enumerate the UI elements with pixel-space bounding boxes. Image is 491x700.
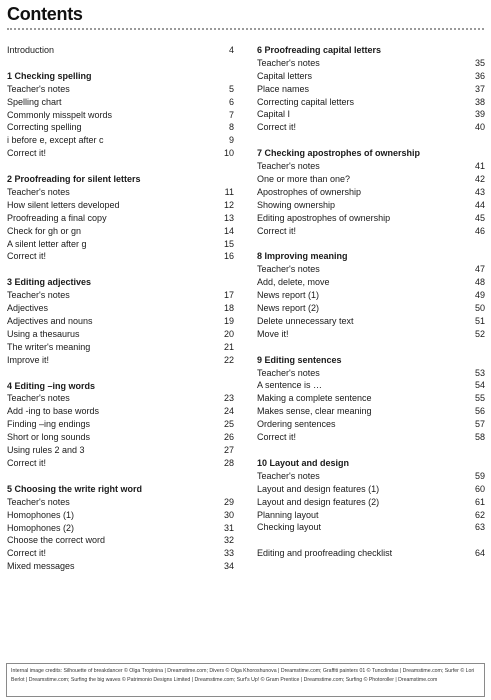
toc-entry-label: Finding –ing endings xyxy=(7,419,91,430)
toc-entry-label: Mixed messages xyxy=(7,561,75,572)
toc-entry[interactable] xyxy=(257,186,485,199)
toc-entry-label: Homophones (2) xyxy=(7,522,75,533)
toc-entry-page: 53 xyxy=(474,367,485,378)
toc-entry-label: Layout and design features (2) xyxy=(257,496,380,507)
toc-entry-label: Correcting spelling xyxy=(7,122,82,133)
toc-entry-label: Teacher's notes xyxy=(257,367,320,378)
toc-entry-page: 10 xyxy=(223,148,234,159)
section-heading-label: 5 Choosing the write right word xyxy=(7,483,142,494)
toc-entry[interactable] xyxy=(257,405,485,418)
toc-entry-page: 15 xyxy=(223,238,234,249)
toc-entry-label: i before e, except after c xyxy=(7,135,104,146)
toc-entry-page: 9 xyxy=(228,135,234,146)
section-heading-label: 3 Editing adjectives xyxy=(7,277,92,288)
toc-entry[interactable] xyxy=(257,367,485,380)
toc-entry[interactable] xyxy=(7,302,234,315)
toc-entry[interactable] xyxy=(7,109,234,122)
toc-entry-label: Delete unnecessary text xyxy=(257,315,354,326)
toc-entry[interactable] xyxy=(257,199,485,212)
toc-entry-label: Teacher's notes xyxy=(7,83,70,94)
section-heading-10[interactable] xyxy=(257,457,485,470)
toc-entry-page: 38 xyxy=(474,96,485,107)
toc-entry[interactable] xyxy=(257,509,485,522)
dotted-divider xyxy=(7,28,484,30)
toc-entry-page: 59 xyxy=(474,470,485,481)
toc-entry-page: 58 xyxy=(474,432,485,443)
toc-entry-label: Correct it! xyxy=(7,148,47,159)
toc-entry-page: 62 xyxy=(474,509,485,520)
toc-entry[interactable] xyxy=(7,199,234,212)
toc-entry-label: News report (2) xyxy=(257,303,320,314)
toc-entry-page: 61 xyxy=(474,496,485,507)
toc-entry-label: Commonly misspelt words xyxy=(7,109,113,120)
section-heading-5[interactable] xyxy=(7,483,234,496)
toc-entry[interactable] xyxy=(257,70,485,83)
section-heading-3[interactable] xyxy=(7,276,234,289)
toc-entry[interactable] xyxy=(257,108,485,121)
section-heading-label: 10 Layout and design xyxy=(257,457,350,468)
toc-entry-label: Using a thesaurus xyxy=(7,328,80,339)
toc-entry[interactable] xyxy=(7,509,234,522)
section-heading-label: 6 Proofreading capital letters xyxy=(257,45,382,55)
section-heading-label: 2 Proofreading for silent letters xyxy=(7,174,141,185)
toc-entry[interactable] xyxy=(257,379,485,392)
toc-entry-label: Using rules 2 and 3 xyxy=(7,445,85,456)
toc-entry[interactable] xyxy=(7,405,234,418)
toc-entry-page: 30 xyxy=(223,509,234,520)
toc-entry-page: 56 xyxy=(474,406,485,417)
toc-entry[interactable] xyxy=(7,289,234,302)
toc-entry-label: Add -ing to base words xyxy=(7,406,100,417)
toc-entry-label: Short or long sounds xyxy=(7,432,91,443)
toc-entry[interactable] xyxy=(257,96,485,109)
toc-entry-label: Capital letters xyxy=(257,70,313,81)
toc-entry[interactable] xyxy=(257,328,485,341)
toc-entry-label: Editing and proofreading checklist xyxy=(257,548,393,559)
toc-entry[interactable] xyxy=(257,276,485,289)
toc-entry-page: 18 xyxy=(223,303,234,314)
toc-entry-page: 49 xyxy=(474,290,485,301)
toc-entry-page: 55 xyxy=(474,393,485,404)
toc-entry[interactable] xyxy=(7,238,234,251)
section-heading-label: 4 Editing –ing words xyxy=(7,380,96,391)
toc-entry-page: 25 xyxy=(223,419,234,430)
toc-entry-label: Teacher's notes xyxy=(7,393,70,404)
toc-entry-page: 42 xyxy=(474,174,485,185)
toc-entry[interactable] xyxy=(257,83,485,96)
toc-entry[interactable] xyxy=(7,341,234,354)
toc-entry[interactable] xyxy=(257,418,485,431)
toc-entry[interactable] xyxy=(7,121,234,134)
page-title: Contents xyxy=(7,4,83,24)
toc-entry[interactable] xyxy=(257,521,485,534)
toc-entry-label: Makes sense, clear meaning xyxy=(257,406,372,417)
toc-entry-page: 54 xyxy=(474,380,485,391)
toc-entry-label: Choose the correct word xyxy=(7,535,106,546)
toc-entry-label: Teacher's notes xyxy=(257,264,320,275)
toc-entry-label: Correct it! xyxy=(257,432,297,443)
toc-entry[interactable] xyxy=(257,496,485,509)
toc-entry[interactable] xyxy=(7,522,234,535)
toc-entry[interactable] xyxy=(7,83,234,96)
toc-entry-page: 64 xyxy=(474,548,485,559)
section-heading-2[interactable] xyxy=(7,173,234,186)
toc-entry-page: 4 xyxy=(228,45,234,55)
toc-entry-page: 17 xyxy=(223,290,234,301)
section-heading-label: 9 Editing sentences xyxy=(257,354,342,365)
toc-entry[interactable] xyxy=(7,212,234,225)
toc-entry-label: How silent letters developed xyxy=(7,199,120,210)
toc-entry-page: 23 xyxy=(223,393,234,404)
toc-entry-label: Check for gh or gn xyxy=(7,225,82,236)
toc-entry-page: 7 xyxy=(228,109,234,120)
toc-entry-label: Editing apostrophes of ownership xyxy=(257,212,391,223)
toc-entry-page: 14 xyxy=(223,225,234,236)
toc-entry-page: 41 xyxy=(474,161,485,172)
toc-entry-page: 40 xyxy=(474,122,485,133)
toc-entry[interactable] xyxy=(7,534,234,547)
toc-entry[interactable] xyxy=(257,392,485,405)
toc-entry[interactable] xyxy=(7,496,234,509)
toc-entry-page: 24 xyxy=(223,406,234,417)
toc-entry-page: 33 xyxy=(223,548,234,559)
toc-entry-label: Capital I xyxy=(257,109,291,120)
toc-entry-label: One or more than one? xyxy=(257,174,351,185)
toc-entry-checklist[interactable] xyxy=(257,547,485,560)
toc-entry-page: 57 xyxy=(474,419,485,430)
image-credits: Internal image credits: Silhouette of breakdancer © Olga Tropinina | Dreamstime.com; Divers © Olga Khoroshunova | Dreamstime.com; Graffiti painters 01 © Tuncdindas | Dreamstime.com; Surfer © Lori Berlot | Dreamstime.com; Surfing the big waves © Patrimonio Designs Limited | Dreamstime.com; Surf's Up! © Gram Prentice | Dreamstime.com; Surfing © Photoroller | Dreamstime.com xyxy=(6,663,485,697)
toc-entry-page: 37 xyxy=(474,83,485,94)
toc-entry-label: Teacher's notes xyxy=(257,470,320,481)
toc-entry-label: Showing ownership xyxy=(257,199,336,210)
toc-entry-label: Apostrophes of ownership xyxy=(257,186,362,197)
section-heading-9[interactable] xyxy=(257,354,485,367)
toc-entry[interactable] xyxy=(7,186,234,199)
toc-entry[interactable] xyxy=(7,560,234,573)
toc-entry[interactable] xyxy=(257,57,485,70)
toc-entry[interactable] xyxy=(257,315,485,328)
toc-entry-page: 31 xyxy=(223,522,234,533)
toc-entry-page: 43 xyxy=(474,186,485,197)
toc-entry[interactable] xyxy=(7,354,234,367)
toc-entry-page: 26 xyxy=(223,432,234,443)
toc-entry[interactable] xyxy=(257,431,485,444)
toc-entry-label: Correct it! xyxy=(7,548,47,559)
toc-entry-label: Correct it! xyxy=(7,457,47,468)
toc-entry-page: 60 xyxy=(474,483,485,494)
toc-entry-page: 19 xyxy=(223,316,234,327)
toc-entry-page: 5 xyxy=(228,83,234,94)
toc-entry[interactable] xyxy=(7,225,234,238)
toc-entry-page: 21 xyxy=(223,341,234,352)
toc-entry-label: Correct it! xyxy=(7,251,47,262)
toc-entry[interactable] xyxy=(7,315,234,328)
toc-entry-label: Teacher's notes xyxy=(257,161,320,172)
toc-entry-label: Place names xyxy=(257,83,310,94)
section-heading-8[interactable] xyxy=(257,250,485,263)
toc-entry-page: 8 xyxy=(228,122,234,133)
toc-entry[interactable] xyxy=(257,121,485,134)
toc-entry-page: 51 xyxy=(474,315,485,326)
toc-entry-page: 16 xyxy=(223,251,234,262)
toc-entry-label: Proofreading a final copy xyxy=(7,212,107,223)
toc-entry-label: The writer's meaning xyxy=(7,341,91,352)
toc-entry-label: Adjectives and nouns xyxy=(7,316,93,327)
toc-entry-page: 63 xyxy=(474,522,485,533)
toc-entry-page: 13 xyxy=(223,212,234,223)
toc-entry-label: Making a complete sentence xyxy=(257,393,372,404)
section-heading-7[interactable] xyxy=(257,147,485,160)
toc-entry[interactable] xyxy=(7,431,234,444)
contents-right-column xyxy=(257,44,485,560)
toc-entry-page: 11 xyxy=(224,187,234,198)
toc-entry[interactable] xyxy=(7,457,234,470)
toc-entry-label: Correct it! xyxy=(257,122,297,133)
toc-entry-page: 20 xyxy=(223,328,234,339)
toc-entry-introduction[interactable] xyxy=(7,44,234,57)
section-heading-4[interactable] xyxy=(7,380,234,393)
toc-entry-label: Correct it! xyxy=(257,225,297,236)
toc-entry-page: 6 xyxy=(228,96,234,107)
toc-entry[interactable] xyxy=(257,160,485,173)
toc-entry-page: 46 xyxy=(474,225,485,236)
toc-entry-page: 27 xyxy=(223,445,234,456)
toc-entry-label: Layout and design features (1) xyxy=(257,483,380,494)
toc-entry-label: Ordering sentences xyxy=(257,419,336,430)
section-heading-label: 8 Improving meaning xyxy=(257,251,348,262)
toc-entry[interactable] xyxy=(7,147,234,160)
toc-entry-label: Introduction xyxy=(7,45,55,55)
toc-entry-label: Teacher's notes xyxy=(7,496,70,507)
toc-entry-label: Checking layout xyxy=(257,522,322,533)
toc-entry-page: 45 xyxy=(474,212,485,223)
toc-entry-page: 35 xyxy=(474,57,485,68)
toc-entry[interactable] xyxy=(257,483,485,496)
toc-entry-label: Teacher's notes xyxy=(7,290,70,301)
toc-entry[interactable] xyxy=(7,134,234,147)
toc-entry-label: A silent letter after g xyxy=(7,238,87,249)
section-heading-6[interactable] xyxy=(257,44,485,57)
toc-entry-label: Adjectives xyxy=(7,303,49,314)
toc-entry-label: A sentence is … xyxy=(257,380,323,391)
section-heading-label: 1 Checking spelling xyxy=(7,70,92,81)
toc-entry-label: Teacher's notes xyxy=(257,57,320,68)
toc-entry[interactable] xyxy=(7,444,234,457)
toc-entry-label: Improve it! xyxy=(7,354,50,365)
section-heading-1[interactable] xyxy=(7,70,234,83)
contents-left-column xyxy=(7,44,234,573)
toc-entry-page: 39 xyxy=(474,109,485,120)
toc-entry-page: 32 xyxy=(223,535,234,546)
toc-entry[interactable] xyxy=(257,302,485,315)
toc-entry-label: News report (1) xyxy=(257,290,320,301)
toc-entry-page: 29 xyxy=(223,496,234,507)
toc-entry[interactable] xyxy=(7,250,234,263)
toc-entry[interactable] xyxy=(7,547,234,560)
toc-entry[interactable] xyxy=(257,225,485,238)
toc-entry[interactable] xyxy=(7,96,234,109)
toc-entry-page: 52 xyxy=(474,328,485,339)
toc-entry[interactable] xyxy=(257,263,485,276)
toc-entry-page: 12 xyxy=(223,199,234,210)
toc-entry-label: Move it! xyxy=(257,328,289,339)
toc-entry[interactable] xyxy=(257,173,485,186)
toc-entry-page: 28 xyxy=(223,457,234,468)
toc-entry-label: Teacher's notes xyxy=(7,187,70,198)
toc-entry-label: Correcting capital letters xyxy=(257,96,355,107)
toc-entry[interactable] xyxy=(257,470,485,483)
toc-entry-page: 50 xyxy=(474,303,485,314)
toc-entry[interactable] xyxy=(7,328,234,341)
section-heading-label: 7 Checking apostrophes of ownership xyxy=(257,148,421,159)
toc-entry-label: Planning layout xyxy=(257,509,319,520)
toc-entry-label: Add, delete, move xyxy=(257,277,330,288)
toc-entry[interactable] xyxy=(7,392,234,405)
toc-entry-page: 48 xyxy=(474,277,485,288)
toc-entry[interactable] xyxy=(257,289,485,302)
toc-entry-page: 34 xyxy=(223,561,234,572)
toc-entry-label: Spelling chart xyxy=(7,96,62,107)
toc-entry[interactable] xyxy=(7,418,234,431)
toc-entry-page: 44 xyxy=(474,199,485,210)
toc-entry[interactable] xyxy=(257,212,485,225)
toc-entry-page: 36 xyxy=(474,70,485,81)
toc-entry-page: 47 xyxy=(474,264,485,275)
toc-entry-label: Homophones (1) xyxy=(7,509,75,520)
toc-entry-page: 22 xyxy=(223,354,234,365)
